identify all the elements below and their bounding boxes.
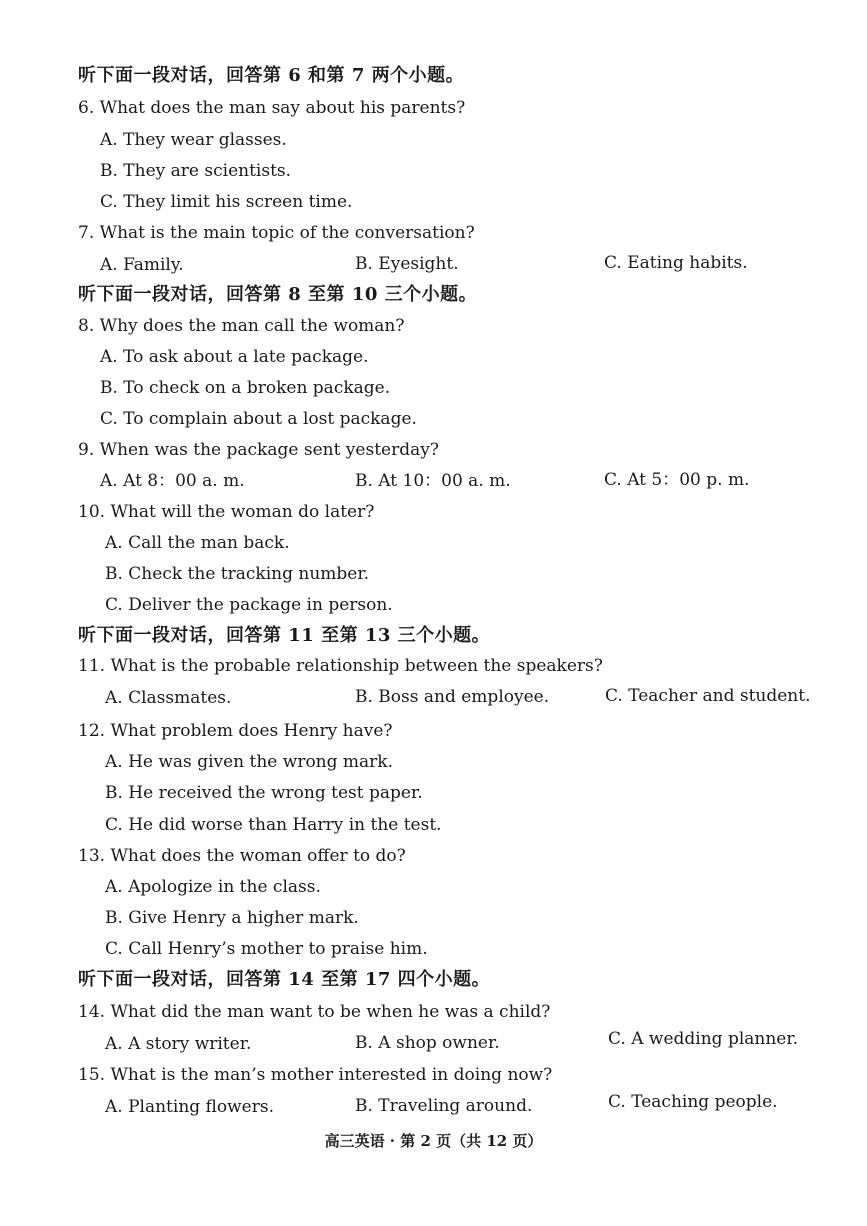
option-13a: A. Apologize in the class. bbox=[105, 877, 321, 897]
option-13c: C. Call Henry’s mother to praise him. bbox=[105, 939, 428, 959]
option-14b: B. A shop owner. bbox=[355, 1033, 500, 1053]
option-6b: B. They are scientists. bbox=[100, 161, 292, 181]
option-9b: B. At 10：00 a. m. bbox=[355, 471, 511, 491]
section-heading: 听下面一段对话，回答第 14 至第 17 四个小题。 bbox=[78, 969, 491, 990]
option-12c: C. He did worse than Harry in the test. bbox=[105, 815, 442, 835]
option-10a: A. Call the man back. bbox=[105, 533, 290, 553]
option-15b: B. Traveling around. bbox=[355, 1096, 533, 1116]
option-6a: A. They wear glasses. bbox=[100, 130, 287, 150]
option-12b: B. He received the wrong test paper. bbox=[105, 783, 423, 803]
option-7b: B. Eyesight. bbox=[355, 254, 459, 274]
option-11c: C. Teacher and student. bbox=[605, 686, 811, 706]
option-12a: A. He was given the wrong mark. bbox=[105, 752, 394, 772]
question-15: 15. What is the man’s mother interested in doing now? bbox=[78, 1065, 553, 1085]
section-heading: 听下面一段对话，回答第 11 至第 13 三个小题。 bbox=[78, 625, 491, 646]
option-14c: C. A wedding planner. bbox=[608, 1029, 799, 1049]
page-footer: 高三英语 · 第 2 页（共 12 页） bbox=[324, 1132, 543, 1150]
section-heading: 听下面一段对话，回答第 6 和第 7 两个小题。 bbox=[78, 65, 465, 86]
option-11a: A. Classmates. bbox=[105, 688, 232, 708]
option-10c: C. Deliver the package in person. bbox=[105, 595, 393, 615]
question-7: 7. What is the main topic of the conversation? bbox=[78, 223, 475, 243]
option-10b: B. Check the tracking number. bbox=[105, 564, 369, 584]
option-13b: B. Give Henry a higher mark. bbox=[105, 908, 359, 928]
option-14a: A. A story writer. bbox=[105, 1034, 252, 1054]
question-11: 11. What is the probable relationship between the speakers? bbox=[78, 656, 603, 676]
option-7a: A. Family. bbox=[100, 255, 184, 275]
section-heading: 听下面一段对话，回答第 8 至第 10 三个小题。 bbox=[78, 284, 478, 305]
option-8a: A. To ask about a late package. bbox=[100, 347, 369, 367]
option-8c: C. To complain about a lost package. bbox=[100, 409, 417, 429]
question-10: 10. What will the woman do later? bbox=[78, 502, 375, 522]
option-6c: C. They limit his screen time. bbox=[100, 192, 353, 212]
option-15a: A. Planting flowers. bbox=[105, 1097, 274, 1117]
option-9a: A. At 8：00 a. m. bbox=[100, 471, 245, 491]
option-15c: C. Teaching people. bbox=[608, 1092, 778, 1112]
option-8b: B. To check on a broken package. bbox=[100, 378, 391, 398]
question-9: 9. When was the package sent yesterday? bbox=[78, 440, 439, 460]
question-13: 13. What does the woman offer to do? bbox=[78, 846, 406, 866]
question-12: 12. What problem does Henry have? bbox=[78, 721, 393, 741]
option-7c: C. Eating habits. bbox=[604, 253, 748, 273]
question-6: 6. What does the man say about his parents? bbox=[78, 98, 466, 118]
option-9c: C. At 5：00 p. m. bbox=[604, 470, 750, 490]
option-11b: B. Boss and employee. bbox=[355, 687, 550, 707]
question-14: 14. What did the man want to be when he was a child? bbox=[78, 1002, 551, 1022]
question-8: 8. Why does the man call the woman? bbox=[78, 316, 405, 336]
